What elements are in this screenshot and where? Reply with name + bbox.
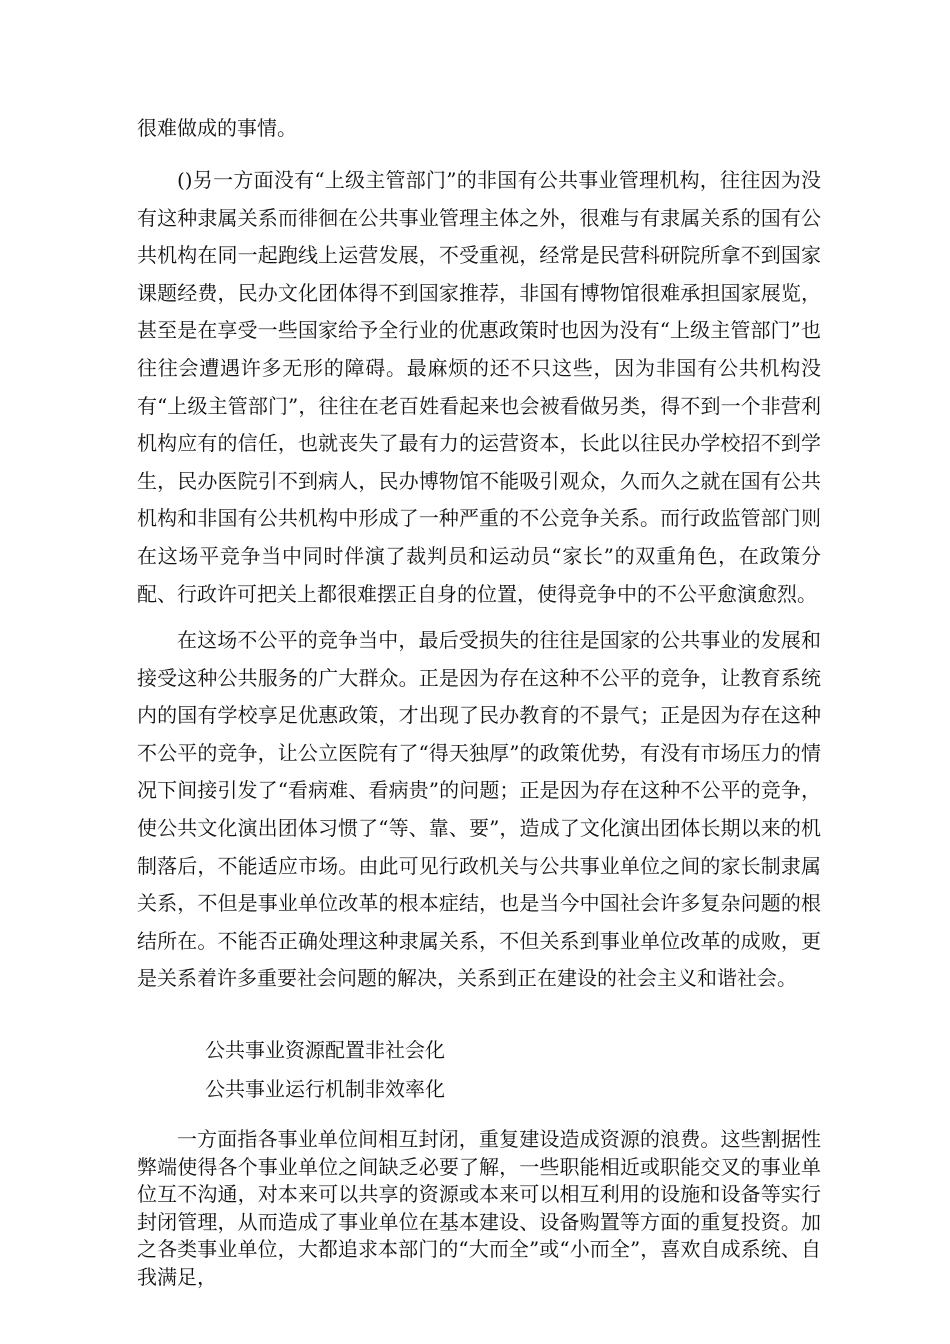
paragraph-non-state-institutions: ()另一方面没有“上级主管部门”的非国有公共事业管理机构，往往因为没有这种隶属关系而徘徊在公共事业管理主体之外，很难与有隶属关系的国有公共机构在同一起跑线上运营发展，不受重视，经常是民营科研院所拿不到国家课题经费，民办文化团体得不到国家推荐，非国有博物馆很难承担国家展览，甚至是在享受一些国家给予全行业的优惠政策时也因为没有“上级主管部门”也往往会遭遇许多无形的障碍。最麻烦的还不只这些，因为非国有公共机构没有“上级主管部门”，往往在老百姓看起来也会被看做另类，得不到一个非营利机构应有的信任，也就丧失了最有力的运营资本，长此以往民办学校招不到学生，民办医院引不到病人，民办博物馆不能吸引观众，久而久之就在国有公共机构和非国有公共机构中形成了一种严重的不公竞争关系。而行政监管部门则在这场平竞争当中同时伴演了裁判员和运动员“家长”的双重角色，在政策分配、行政许可把关上都很难摆正自身的位置，使得竞争中的不公平愈演愈烈。 xyxy=(137,168,821,606)
section-heading-operating-mechanism: 公共事业运行机制非效率化 xyxy=(205,1077,445,1101)
paragraph-unfair-competition: 在这场不公平的竞争当中，最后受损失的往往是国家的公共事业的发展和接受这种公共服务的广大群众。正是因为存在这种不公平的竞争，让教育系统内的国有学校享足优惠政策，才出现了民办教育的不景气；正是因为存在这种不公平的竞争，让公立医院有了“得天独厚”的政策优势，有没有市场压力的情况下间接引发了“看病难、看病贵”的问题；正是因为存在这种不公平的竞争，使公共文化演出团体习惯了“等、靠、要”，造成了文化演出团体长期以来的机制落后，不能适应市场。由此可见行政机关与公共事业单位之间的家长制隶属关系，不但是事业单位改革的根本症结，也是当今中国社会许多复杂问题的根结所在。不能否正确处理这种隶属关系，不但关系到事业单位改革的成败，更是关系着许多重要社会问题的解决，关系到正在建设的社会主义和谐社会。 xyxy=(137,628,821,991)
paragraph-resource-waste: 一方面指各事业单位间相互封闭，重复建设造成资源的浪费。这些割据性弊端使得各个事业单位之间缺乏必要了解，一些职能相近或职能交叉的事业单位互不沟通，对本来可以共享的资源或本来可以相互利用的设施和设备等实行封闭管理，从而造成了事业单位在基本建设、设备购置等方面的重复投资。加之各类事业单位，大都追求本部门的“大而全”或“小而全”，喜欢自成系统、自我满足， xyxy=(137,1127,821,1289)
section-heading-resource-allocation: 公共事业资源配置非社会化 xyxy=(205,1038,445,1062)
paragraph-continuation: 很难做成的事情。 xyxy=(137,116,297,140)
